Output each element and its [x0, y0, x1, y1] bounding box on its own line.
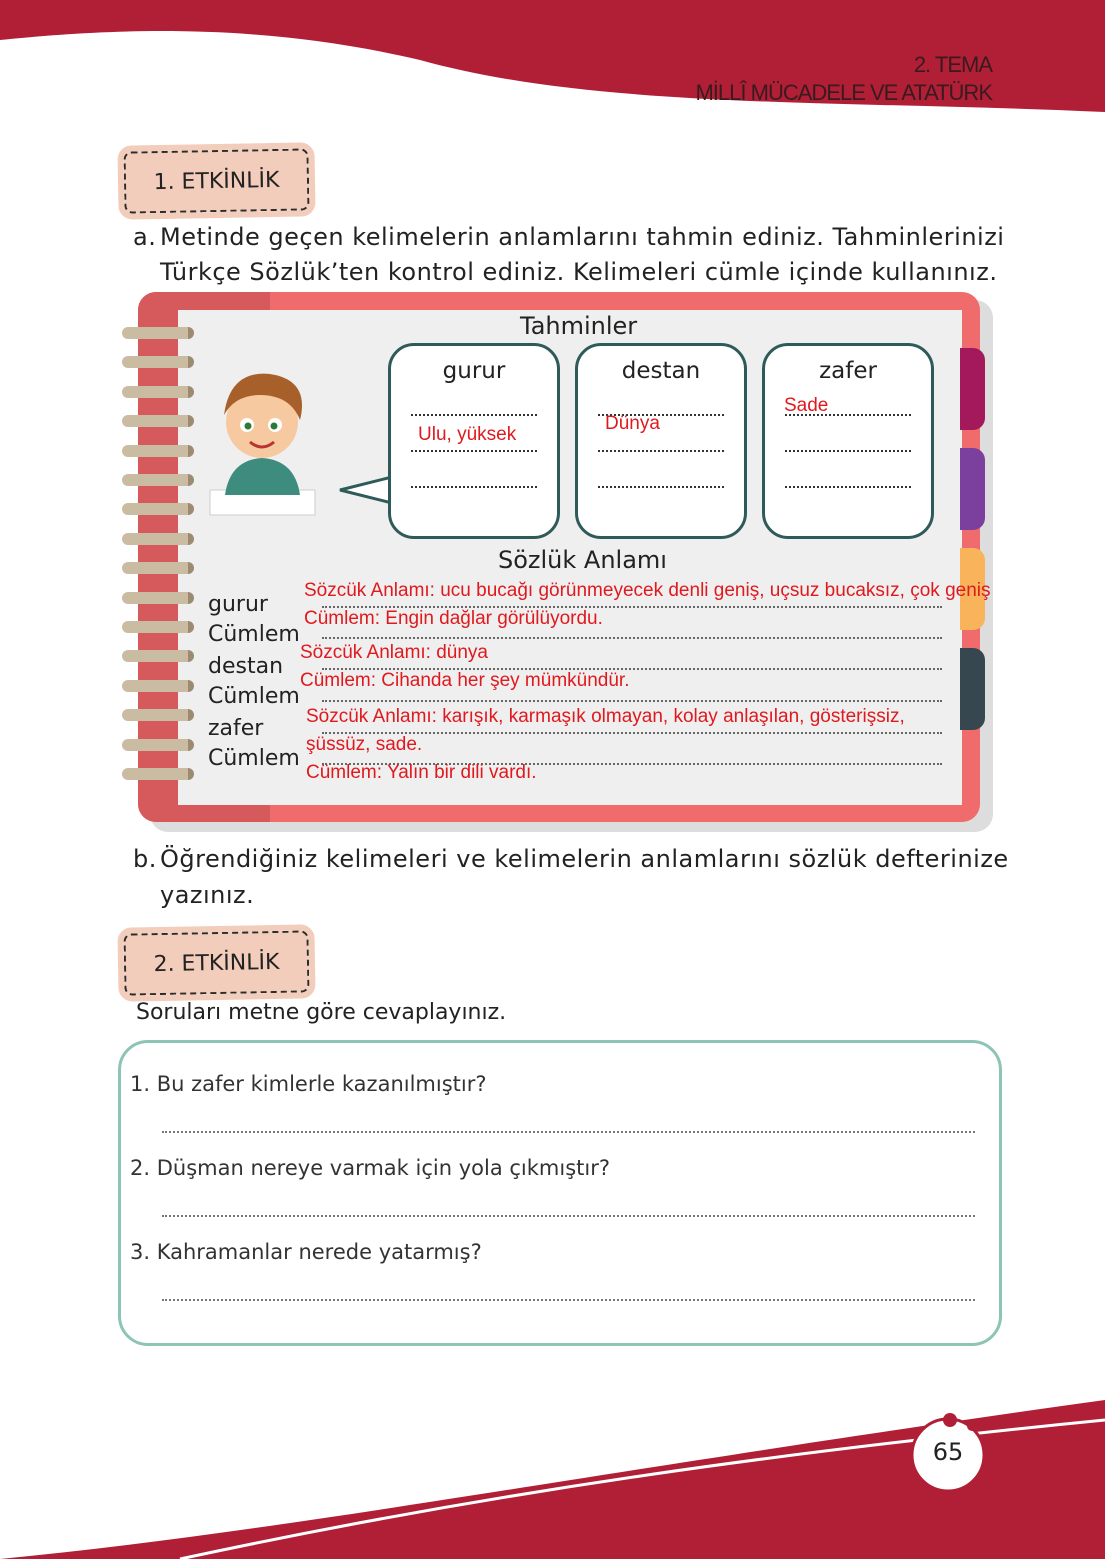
activity2-badge: 2. ETKİNLİK [123, 930, 309, 995]
guess-word: destan [621, 358, 701, 384]
spiral-ring [122, 386, 194, 398]
question: 1. Bu zafer kimlerle kazanılmıştır? [130, 1072, 487, 1096]
activity2-instruction: Soruları metne göre cevaplayınız. [136, 1000, 507, 1025]
activity1-badge: 1. ETKİNLİK [123, 148, 309, 213]
spiral-ring [122, 562, 194, 574]
instruction-a-line2: Türkçe Sözlük’ten kontrol ediniz. Kelimeleri cümle içinde kullanınız. [160, 258, 998, 286]
spiral-ring [122, 533, 194, 545]
spiral-ring [122, 650, 194, 662]
spiral-ring [122, 327, 194, 339]
guess-answer: Ulu, yüksek [418, 424, 517, 445]
guess-box-destan [575, 343, 747, 539]
spiral-ring [122, 445, 194, 457]
spiral-ring [122, 709, 194, 721]
spiral-ring [122, 739, 194, 751]
spiral-ring [122, 621, 194, 633]
notebook-tab [960, 448, 985, 530]
spiral-ring [122, 356, 194, 368]
guesses-title: Tahminler [520, 312, 638, 340]
answer-text: Sözcük Anlamı: ucu bucağı görünmeyecek denli geniş, uçsuz bucaksız, çok geniş [304, 580, 991, 601]
instruction-a-label: a. [133, 223, 157, 251]
answer-line[interactable] [162, 1299, 975, 1301]
guess-answer: Dünya [605, 413, 660, 434]
theme-number: 2. TEMA [913, 52, 992, 77]
answer-text: Cümlem: Cihanda her şey mümkündür. [300, 670, 630, 691]
guess-answer: Sade [784, 395, 829, 416]
guess-box-zafer [762, 343, 934, 539]
answer-line[interactable] [162, 1131, 975, 1133]
question: 2. Düşman nereye varmak için yola çıkmıştır? [130, 1156, 610, 1180]
page-number: 65 [932, 1438, 964, 1466]
spiral-ring [122, 474, 194, 486]
answer-text: Sözcük Anlamı: karışık, karmaşık olmayan, kolay anlaşılan, gösterişsiz, [306, 706, 905, 727]
boy-illustration [200, 360, 325, 520]
dictionary-title: Sözlük Anlamı [498, 546, 667, 574]
spiral-ring [122, 415, 194, 427]
sentence-label: Cümlem [208, 622, 300, 647]
instruction-b-label: b. [133, 845, 157, 873]
spiral-ring [122, 592, 194, 604]
spiral-ring [122, 503, 194, 515]
instruction-a-line1: Metinde geçen kelimelerin anlamlarını tahmin ediniz. Tahminlerinizi [160, 223, 1005, 251]
notebook-tab [960, 348, 985, 430]
sentence-label: Cümlem [208, 684, 300, 709]
sentence-label: Cümlem [208, 746, 300, 771]
instruction-b-line1: Öğrendiğiniz kelimeleri ve kelimelerin anlamlarını sözlük defterinize [160, 845, 1009, 873]
word-label: gurur [208, 592, 268, 617]
answer-line[interactable] [162, 1215, 975, 1217]
notebook-tab [960, 648, 985, 730]
answer-text: Cümlem: Yalın bir dili vardı. [306, 762, 537, 783]
guess-word: gurur [442, 358, 506, 384]
footer-band [0, 1380, 1105, 1559]
answer-text: Sözcük Anlamı: dünya [300, 642, 488, 663]
word-label: zafer [208, 716, 264, 741]
word-label: destan [208, 654, 284, 679]
answer-text: şüssüz, sade. [306, 734, 423, 755]
question: 3. Kahramanlar nerede yatarmış? [130, 1240, 482, 1264]
spiral-ring [122, 680, 194, 692]
spiral-ring [122, 768, 194, 780]
theme-title: MİLLÎ MÜCADELE VE ATATÜRK [695, 80, 992, 105]
answer-text: Cümlem: Engin dağlar görülüyordu. [304, 608, 603, 629]
guess-word: zafer [819, 358, 877, 384]
instruction-b-line2: yazınız. [160, 881, 255, 909]
